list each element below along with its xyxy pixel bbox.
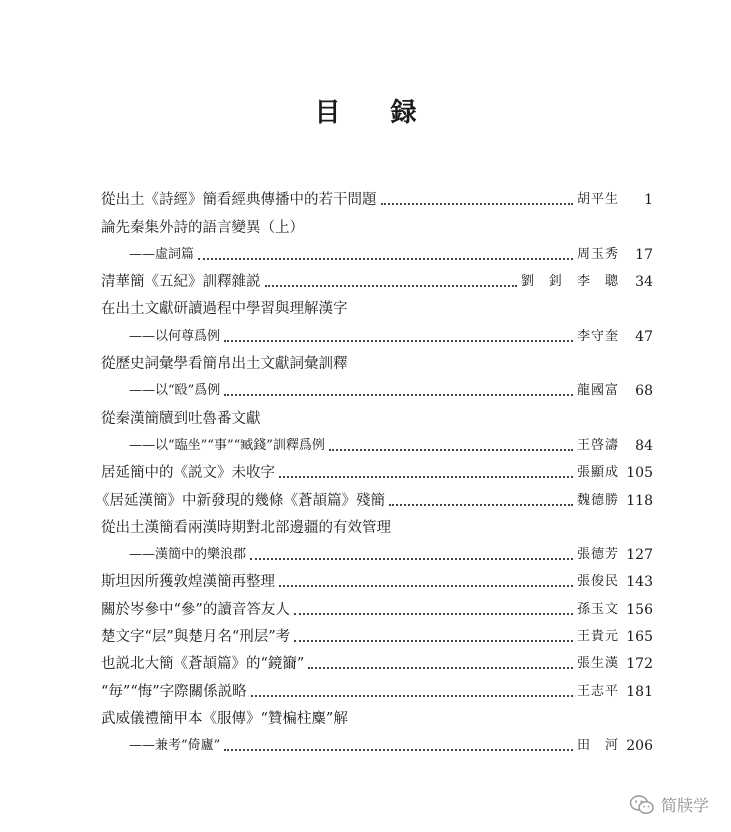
page-title — [0, 92, 731, 129]
toc-subentry — [101, 319, 653, 346]
entry-author: 孫玉文 — [576, 601, 619, 617]
entry-page: 143 — [626, 574, 653, 591]
dot-leader — [224, 340, 573, 342]
entry-title: 居延簡中的《説文》未收字 — [101, 465, 275, 482]
title-char-1: 目 — [314, 98, 341, 128]
dot-leader — [381, 203, 573, 205]
entry-title: 從出土《詩經》簡看經典傳播中的若干問題 — [101, 192, 377, 209]
toc-entry — [101, 674, 653, 701]
dot-leader — [224, 394, 573, 396]
dot-leader — [251, 695, 573, 697]
toc-subentry — [101, 429, 653, 456]
entry-author: 田 河 — [576, 738, 619, 754]
toc-entry — [101, 511, 653, 538]
entry-title: 《居延漢簡》中新發現的幾條《蒼頡篇》殘簡 — [95, 492, 385, 509]
dot-leader — [294, 640, 573, 642]
dot-leader — [265, 285, 517, 287]
dot-leader — [224, 749, 573, 751]
entry-title: ——以何尊爲例 — [129, 328, 221, 344]
entry-title: 武威儀禮簡甲本《服傳》“贊楄柱麋”解 — [101, 710, 348, 727]
toc-subentry — [101, 538, 653, 565]
dot-leader — [329, 449, 573, 451]
entry-author: 周玉秀 — [576, 246, 619, 262]
entry-page: 127 — [626, 547, 653, 564]
entry-author: 魏德勝 — [576, 492, 619, 508]
entry-title: 關於岑參中“參”的讀音答友人 — [101, 601, 290, 618]
entry-title: “毎”“悔”字際關係説略 — [101, 683, 247, 700]
toc-subentry — [101, 374, 653, 401]
entry-author: 龍國富 — [576, 383, 619, 399]
entry-author: 王志平 — [576, 683, 619, 699]
toc-entry — [101, 183, 653, 210]
dot-leader — [389, 504, 573, 506]
watermark-text: 简牍学 — [660, 796, 709, 815]
watermark — [629, 793, 709, 816]
entry-page: 105 — [626, 465, 653, 482]
toc-entry — [101, 565, 653, 592]
entry-title: 在出土文獻研讀過程中學習與理解漢字 — [101, 301, 348, 318]
entry-title: 從秦漢簡牘到吐魯番文獻 — [101, 410, 261, 427]
dot-leader — [198, 258, 573, 260]
entry-author: 張俊民 — [576, 574, 619, 590]
entry-title: ——虛詞篇 — [129, 246, 195, 262]
entry-page: 118 — [626, 492, 653, 509]
dot-leader — [279, 585, 573, 587]
toc-entry — [101, 647, 653, 674]
entry-title: 論先秦集外詩的語言變異（上） — [101, 219, 304, 236]
toc-entry — [101, 702, 653, 729]
entry-page: 165 — [626, 629, 653, 646]
wechat-icon — [629, 794, 655, 816]
entry-author: 李守奎 — [576, 328, 619, 344]
toc-subentry — [101, 238, 653, 265]
entry-title: 從出土漢簡看兩漢時期對北部邊疆的有效管理 — [101, 519, 391, 536]
entry-title: ——以“殹”爲例 — [129, 383, 221, 399]
table-of-contents — [95, 183, 653, 756]
entry-page: 47 — [635, 328, 653, 345]
toc-entry — [101, 401, 653, 428]
dot-leader — [294, 613, 573, 615]
title-char-2: 録 — [390, 98, 417, 128]
entry-title: 從歷史詞彙學看簡帛出土文獻詞彙訓釋 — [101, 356, 348, 373]
entry-title: 也説北大簡《蒼頡篇》的“鏡籋” — [101, 656, 305, 673]
toc-entry — [101, 265, 653, 292]
entry-page: 156 — [626, 601, 653, 618]
toc-entry — [101, 456, 653, 483]
toc-entry — [101, 620, 653, 647]
entry-page: 17 — [635, 246, 653, 263]
toc-entry — [101, 292, 653, 319]
dot-leader — [279, 476, 573, 478]
entry-title: 楚文字“层”與楚月名“刑层”考 — [101, 629, 291, 646]
entry-page: 1 — [644, 192, 653, 209]
entry-title: ——漢簡中的樂浪郡 — [129, 547, 247, 563]
entry-title: ——以“臨坐”“事”“臧錢”訓釋爲例 — [129, 437, 325, 453]
entry-page: 172 — [626, 656, 653, 673]
entry-page: 34 — [635, 274, 653, 291]
dot-leader — [250, 558, 573, 560]
toc-entry — [101, 592, 653, 619]
entry-title: 斯坦因所獲敦煌漢簡再整理 — [101, 574, 275, 591]
entry-page: 206 — [626, 738, 653, 755]
entry-author: 張顯成 — [576, 465, 619, 481]
toc-subentry — [101, 729, 653, 756]
toc-entry — [101, 347, 653, 374]
entry-author: 張德芳 — [576, 547, 619, 563]
toc-entry — [101, 210, 653, 237]
entry-author: 胡平生 — [576, 192, 619, 208]
entry-page: 84 — [635, 437, 653, 454]
entry-author: 王啓濤 — [576, 437, 619, 453]
entry-author: 王貴元 — [576, 629, 619, 645]
dot-leader — [308, 667, 573, 669]
entry-title: 清華簡《五紀》訓釋雜説 — [101, 274, 261, 291]
entry-author: 張生漢 — [576, 656, 619, 672]
toc-entry — [95, 483, 653, 510]
entry-author: 劉 釗 李 聰 — [520, 274, 619, 290]
entry-page: 181 — [626, 683, 653, 700]
entry-title: ——兼考“倚廬” — [129, 738, 221, 754]
entry-page: 68 — [635, 383, 653, 400]
